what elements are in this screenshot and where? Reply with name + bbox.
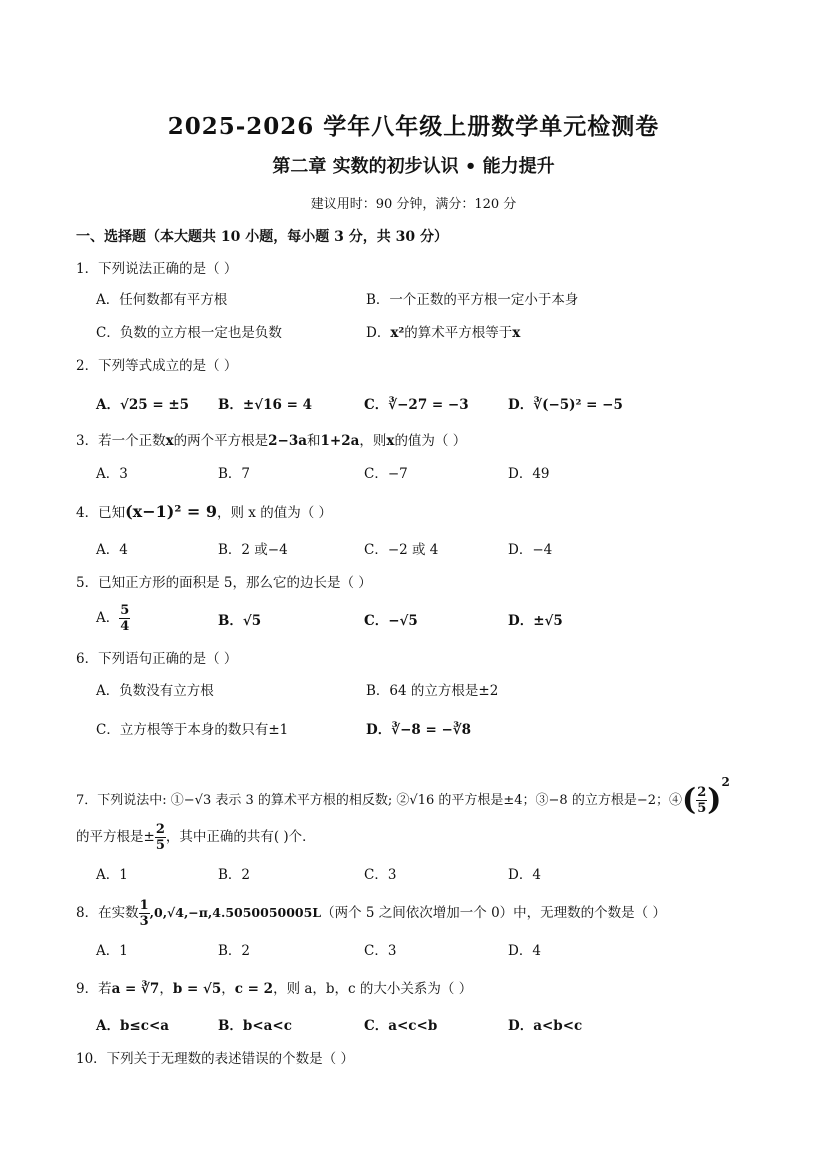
question-5-stem: 5．已知正方形的面积是 5，那么它的边长是（ ） [76,575,372,591]
q6-option-a: A．负数没有立方根 [96,683,214,699]
q9-sep-2: ， [221,981,235,997]
q7-ans-num: 2 [155,822,165,837]
q1-d-math: x² [390,325,405,341]
q9-option-d: D．a<b<c [508,1018,583,1034]
q8-stem-2: （两个 5 之间依次增加一个 0）中，无理数的个数是（ ） [321,905,666,921]
q2-option-d: D．∛(−5)² = −5 [508,397,623,413]
q7-open-paren: ( [682,782,697,818]
q9-stem-2: ，则 a，b，c 的大小关系为（ ） [273,981,473,997]
q3-option-a: A．3 [96,466,128,482]
q1-d-var: x [512,325,521,341]
question-8-stem [76,897,666,929]
q4-option-d: D．−4 [508,542,553,558]
q1-option-a: A．任何数都有平方根 [96,292,228,308]
q4-option-a: A．4 [96,542,128,558]
q1-option-c: C．负数的立方根一定也是负数 [96,325,282,341]
q7-answer-fraction [155,822,166,853]
q9-option-b: B．b<a<c [218,1018,292,1034]
q3-var-2: x [386,433,395,449]
q7-option-b: B．2 [218,867,251,883]
q3-expr2: 1+2a [320,433,360,449]
q4-stem-1: 4．已知 [76,505,126,521]
q1-option-b: B．一个正数的平方根一定小于本身 [366,292,579,308]
q8-fraction [139,898,150,929]
q7-stem-2-suffix: ，其中正确的共有( )个． [165,829,316,845]
q4-option-c: C．−2 或 4 [364,542,439,558]
q8-option-b: B．2 [218,943,251,959]
q3-option-d: D．49 [508,466,550,482]
q7-power: 2 [721,775,730,789]
question-7-stem-line2 [76,820,316,854]
q9-option-c: C．a<c<b [364,1018,438,1034]
q7-close-paren: ) [707,782,722,818]
q3-stem-4: 的值为（ ） [394,433,467,449]
q4-stem-2: ，则 x 的值为（ ） [217,505,332,521]
q7-stem-2-prefix: 的平方根是± [76,829,155,845]
q3-expr1: 2−3a [268,433,308,449]
question-3-stem [76,431,466,451]
q2-option-a: A．√25 = ±5 [96,397,190,413]
q7-ans-den: 5 [155,838,165,853]
q3-option-b: B．7 [218,466,251,482]
q6-option-b: B．64 的立方根是±2 [366,683,499,699]
q3-stem-3: ，则 [359,433,387,449]
q3-option-c: C．−7 [364,466,408,482]
q9-b-expr: b = √5 [172,981,222,997]
q6-option-d: D．∛−8 = −∛8 [366,722,472,738]
q7-stem-1: 7．下列说法中: ①−√3 表示 3 的算术平方根的相反数; ②√16 的平方根是±4；③−8 的立方根是−2；④ [76,793,682,808]
question-2-stem: 2．下列等式成立的是（ ） [76,358,238,374]
q8-stem-1: 8．在实数 [76,905,139,921]
q5-a-fraction [119,603,130,634]
q5-a-num: 5 [120,603,130,618]
q1-option-d [366,323,520,343]
q7-fraction [696,785,707,816]
q8-option-d: D．4 [508,943,541,959]
q5-option-d: D．±√5 [508,613,563,629]
section-heading: 一、选择题（本大题共 10 小题，每小题 3 分，共 30 分） [76,229,448,245]
page-title: 2025-2026 学年八年级上册数学单元检测卷 [167,113,660,140]
q9-a-expr: a = ∛7 [111,981,160,997]
q1-d-suffix: 的算术平方根等于 [404,325,513,341]
time-score-info: 建议用时：90 分钟，满分：120 分 [310,197,517,212]
question-4-stem [76,502,332,523]
q4-expr: (x−1)² = 9 [125,502,217,521]
q4-option-b: B．2 或−4 [218,542,288,558]
q2-option-c: C．∛−27 = −3 [364,397,469,413]
q8-number-list: ,0,√4,−π,4.5050050005L [149,905,322,920]
q9-sep-1: ， [159,981,173,997]
q8-option-a: A．1 [96,943,128,959]
q5-a-prefix: A． [96,610,120,626]
q3-stem-1: 3．若一个正数 [76,433,166,449]
q1-d-prefix: D． [366,325,391,341]
q5-a-den: 4 [120,619,130,634]
question-1-stem: 1．下列说法正确的是（ ） [76,261,238,277]
q2-option-b: B．±√16 = 4 [218,397,312,413]
q7-option-d: D．4 [508,867,541,883]
q6-option-c: C．立方根等于本身的数只有±1 [96,722,289,738]
question-10-stem: 10．下列关于无理数的表述错误的个数是（ ） [76,1051,354,1067]
question-6-stem: 6．下列语句正确的是（ ） [76,651,238,667]
q9-c-expr: c = 2 [234,981,274,997]
q8-option-c: C．3 [364,943,397,959]
q7-frac-num: 2 [697,785,707,800]
q7-frac-den: 5 [697,801,707,816]
q9-stem-1: 9．若 [76,981,112,997]
question-9-stem [76,979,472,999]
q5-option-a [96,603,130,634]
q5-option-b: B．√5 [218,613,262,629]
q3-stem-2: 的两个平方根是 [173,433,269,449]
chapter-subtitle: 第二章 实数的初步认识 • 能力提升 [272,156,555,177]
q3-and: 和 [307,433,321,449]
q7-option-a: A．1 [96,867,128,883]
question-7-stem-line1 [76,765,730,818]
q9-option-a: A．b≤c<a [96,1018,170,1034]
q7-option-c: C．3 [364,867,397,883]
q5-option-c: C．−√5 [364,613,418,629]
q8-frac-den: 3 [139,914,149,929]
q8-frac-num: 1 [139,898,149,913]
q3-var: x [165,433,174,449]
